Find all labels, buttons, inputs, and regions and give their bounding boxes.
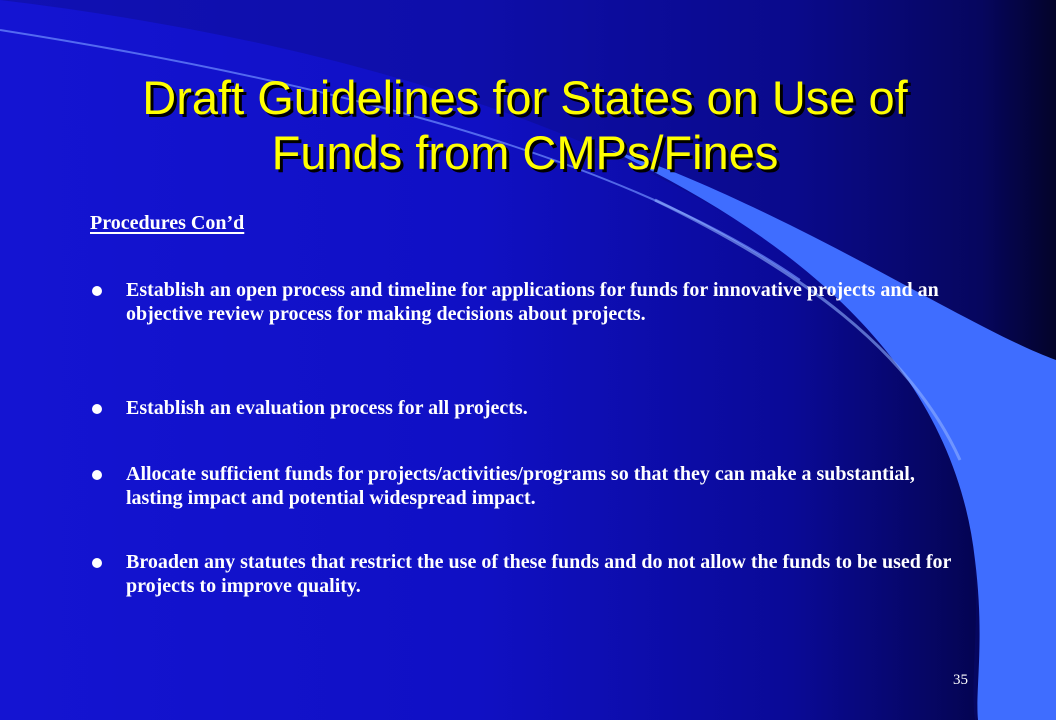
bullet-item	[90, 278, 970, 326]
bullet-text: Allocate sufficient funds for projects/activities/programs so that they can make a substantial, lasting impact and potential widespread impact.	[126, 463, 915, 509]
bullet-item	[90, 462, 970, 510]
title-line-1: Draft Guidelines for States on Use of	[142, 71, 908, 124]
slide-number: 35	[953, 672, 968, 688]
bullet-item	[90, 550, 970, 598]
bullet-dot-icon	[92, 286, 102, 296]
bullet-text: Broaden any statutes that restrict the use of these funds and do not allow the funds to be used for projects to improve quality.	[126, 551, 952, 597]
bullet-dot-icon	[92, 558, 102, 568]
bullet-text: Establish an evaluation process for all projects.	[126, 397, 528, 419]
bullet-dot-icon	[92, 470, 102, 480]
slide-title	[60, 70, 990, 180]
bullet-dot-icon	[92, 404, 102, 414]
bullet-item	[90, 396, 970, 420]
section-subtitle: Procedures Con’d	[90, 212, 245, 234]
bullet-text: Establish an open process and timeline for applications for funds for innovative projects and an objective review process for making decisions about projects.	[126, 279, 939, 325]
title-line-2: Funds from CMPs/Fines	[271, 126, 779, 179]
